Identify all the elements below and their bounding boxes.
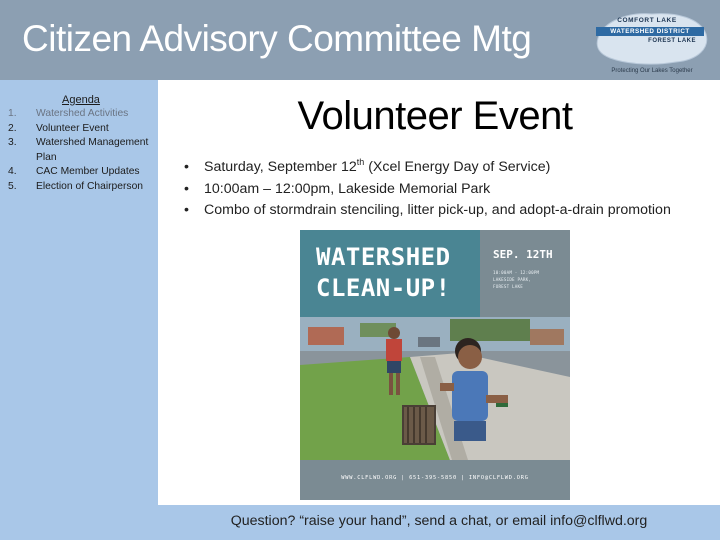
bullet-item xyxy=(180,200,705,222)
poster-photo xyxy=(300,317,570,460)
bullet-item xyxy=(180,157,705,179)
bullet-icon: • xyxy=(184,180,189,197)
slide-title: Citizen Advisory Committee Mtg xyxy=(22,18,532,59)
agenda-item-number: 2. xyxy=(8,122,17,134)
event-details-list xyxy=(180,157,705,222)
agenda-title: Agenda xyxy=(62,94,100,106)
poster-date: SEP. 12TH xyxy=(493,248,553,261)
agenda-item-number: 4. xyxy=(8,166,17,177)
poster-contact: WWW.CLFLWD.ORG | 651-395-5850 | INFO@CLFLWD.ORG xyxy=(341,475,529,481)
logo-line1: COMFORT LAKE xyxy=(617,17,677,24)
bullet-text: Combo of stormdrain stenciling, litter pick-up, and adopt-a-drain promotion xyxy=(204,202,671,218)
agenda-item xyxy=(8,165,156,180)
poster-headline-line1: WATERSHED xyxy=(316,243,451,271)
agenda-item-label: Election of Chairperson xyxy=(36,180,144,192)
poster-headline-line2: CLEAN-UP! xyxy=(316,274,451,302)
slide-heading: Volunteer Event xyxy=(297,94,573,138)
agenda-item-number: 3. xyxy=(8,137,17,148)
agenda-item xyxy=(8,180,156,195)
agenda-item-label: CAC Member Updates xyxy=(36,166,140,177)
footer-question-text: Question? “raise your hand”, send a chat, or email info@clflwd.org xyxy=(230,513,648,529)
poster-time: 10:00AM - 12:00PM xyxy=(493,270,540,275)
date-ordinal-suffix: th xyxy=(356,157,365,167)
event-date-text: Saturday, September 12 xyxy=(204,159,357,175)
agenda-item xyxy=(8,136,156,165)
bullet-icon: • xyxy=(184,202,189,218)
agenda-list xyxy=(8,107,156,194)
logo-line2: WATERSHED DISTRICT xyxy=(610,28,690,35)
agenda-item xyxy=(8,122,156,137)
agenda-item-label: Watershed Activities xyxy=(36,108,129,119)
poster-place-line1: LAKESIDE PARK, xyxy=(493,277,532,282)
bullet-text: 10:00am – 12:00pm, Lakeside Memorial Park xyxy=(204,180,491,197)
agenda-item xyxy=(8,107,156,122)
event-poster xyxy=(300,230,570,500)
logo-line3: FOREST LAKE xyxy=(648,38,696,44)
logo-tagline: Protecting Our Lakes Together xyxy=(611,68,693,74)
agenda-item-label: Volunteer Event xyxy=(36,122,109,134)
poster-place-line2: FOREST LAKE xyxy=(493,284,523,289)
agenda-item-number: 1. xyxy=(8,108,17,119)
agenda-item-number: 5. xyxy=(8,180,17,192)
bullet-item xyxy=(180,179,705,201)
bullet-text xyxy=(204,157,705,179)
bullet-icon: • xyxy=(184,159,189,175)
agenda-item-label: Watershed Management Plan xyxy=(36,137,149,163)
event-sponsor-text: (Xcel Energy Day of Service) xyxy=(364,159,551,175)
